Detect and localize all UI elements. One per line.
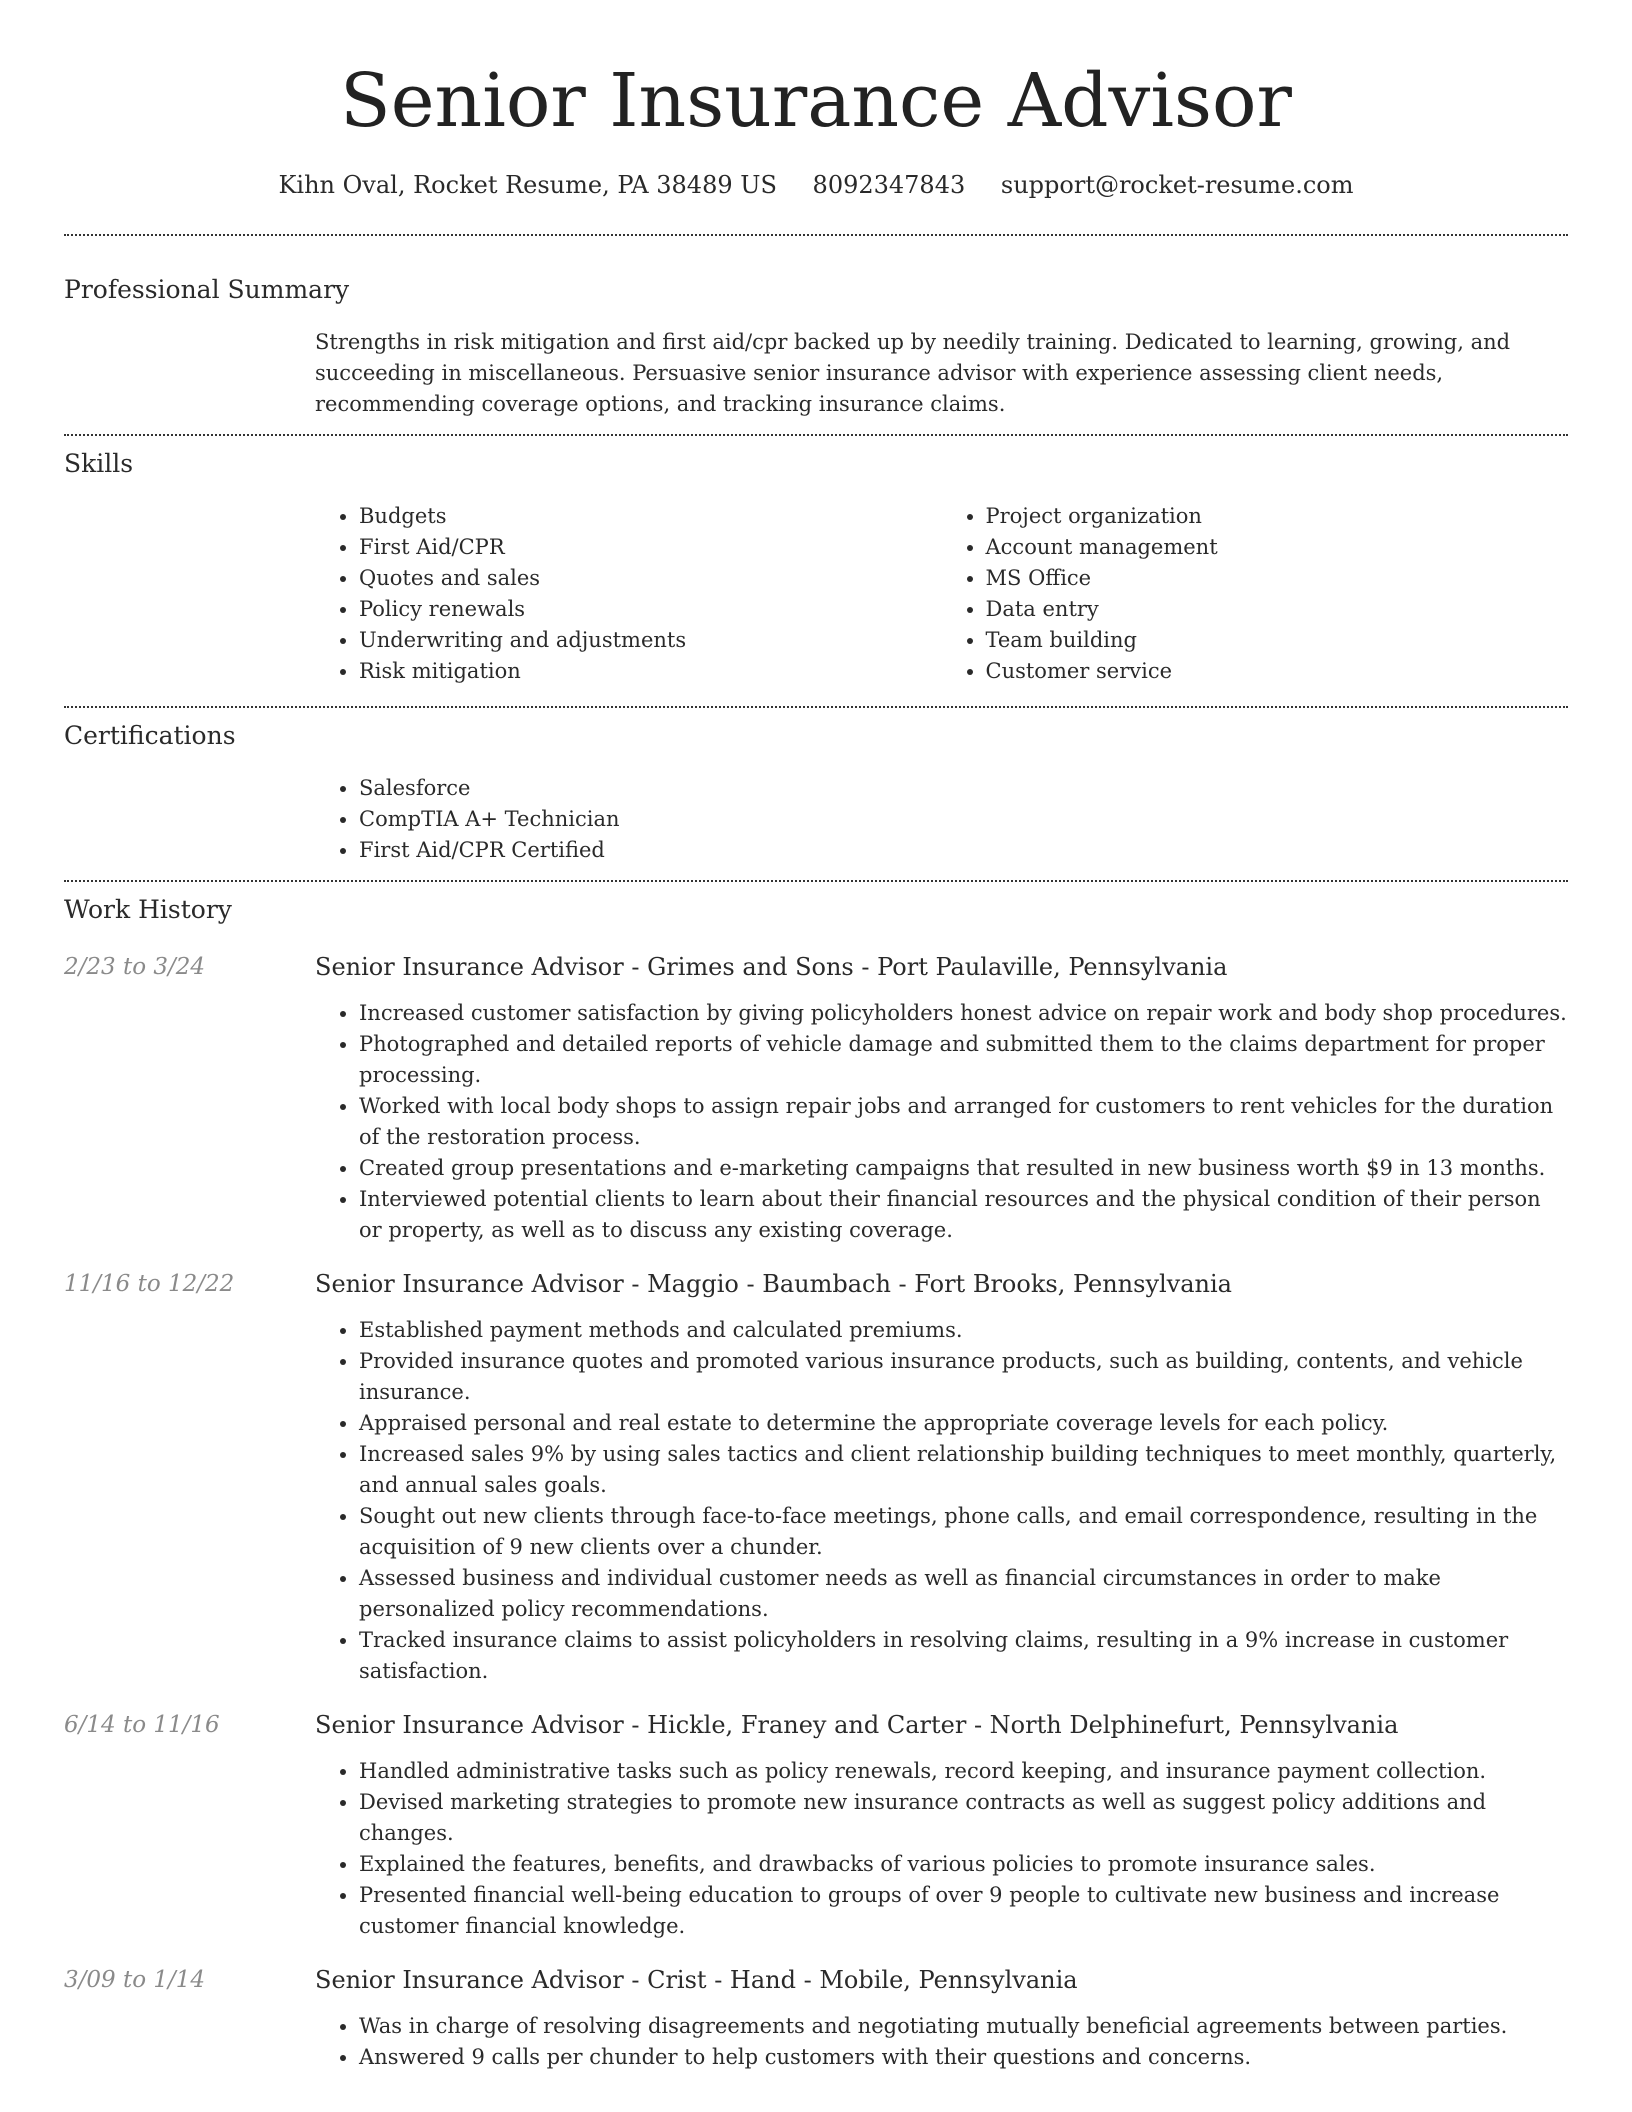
skill-item: • Quotes and sales (359, 563, 942, 594)
job-bullet: • Established payment methods and calculated premiums. (359, 1315, 1568, 1346)
skills-list-left (315, 501, 942, 687)
job-bullet: • Answered 9 calls per chunder to help customers with their questions and concerns. (359, 2042, 1568, 2073)
job-entry (64, 950, 1568, 1246)
section-divider (64, 434, 1568, 436)
section-divider (64, 234, 1568, 236)
job-title: Senior Insurance Advisor - Grimes and Sons - Port Paulaville, Pennsylvania (315, 953, 1228, 981)
job-bullet: • Created group presentations and e-marketing campaigns that resulted in new business worth $9 in 13 months. (359, 1153, 1568, 1184)
skill-item: • Project organization (986, 501, 1569, 532)
certifications-list (315, 773, 1568, 866)
contact-phone: 8092347843 (812, 171, 966, 199)
skills-content (315, 501, 1568, 687)
certifications-content (315, 773, 1568, 866)
work-history-title: Work History (64, 895, 232, 924)
job-entry (64, 1963, 1568, 2073)
section-divider (64, 880, 1568, 882)
job-title: Senior Insurance Advisor - Crist - Hand - Mobile, Pennsylvania (315, 1966, 1078, 1994)
job-body (315, 950, 1568, 1246)
job-entry (64, 1708, 1568, 1942)
job-bullet: • Handled administrative tasks such as policy renewals, record keeping, and insurance payment collection. (359, 1756, 1568, 1787)
job-bullet: • Worked with local body shops to assign repair jobs and arranged for customers to rent vehicles for the duration of the restoration process. (359, 1091, 1568, 1153)
job-bullets (315, 998, 1568, 1246)
job-bullet: • Interviewed potential clients to learn about their financial resources and the physical condition of their person or property, as well as to discuss any existing coverage. (359, 1184, 1568, 1246)
skill-item: • Customer service (986, 656, 1569, 687)
job-dates: 11/16 to 12/22 (64, 1271, 235, 1297)
job-bullets (315, 1756, 1568, 1942)
contact-address: Kihn Oval, Rocket Resume, PA 38489 US (278, 171, 777, 199)
summary-text: Strengths in risk mitigation and first aid/cpr backed up by needily training. Dedicated to learning, growing, and succeeding in miscellaneous. Persuasive senior insurance advisor with experience assessing client needs, recommending coverage options, and tracking insurance claims. (315, 330, 1511, 416)
job-bullet: • Presented financial well-being education to groups of over 9 people to cultivate new business and increase customer financial knowledge. (359, 1880, 1568, 1942)
job-bullets (315, 1315, 1568, 1687)
job-bullets (315, 2011, 1568, 2073)
skills-section (64, 447, 1568, 687)
skills-list-right (942, 501, 1569, 687)
job-bullet: • Was in charge of resolving disagreements and negotiating mutually beneficial agreements between parties. (359, 2011, 1568, 2042)
job-bullet: • Explained the features, benefits, and drawbacks of various policies to promote insurance sales. (359, 1849, 1568, 1880)
skill-item: • Underwriting and adjustments (359, 625, 942, 656)
skill-item: • Budgets (359, 501, 942, 532)
resume-name: Senior Insurance Advisor (340, 58, 1292, 144)
job-entry (64, 1267, 1568, 1687)
certification-item: • CompTIA A+ Technician (359, 804, 1568, 835)
job-bullet: • Sought out new clients through face-to-face meetings, phone calls, and email correspondence, resulting in the acquisition of 9 new clients over a chunder. (359, 1501, 1568, 1563)
skill-item: • Risk mitigation (359, 656, 942, 687)
jobs-container (64, 950, 1568, 2073)
job-bullet: • Increased customer satisfaction by giving policyholders honest advice on repair work and body shop procedures. (359, 998, 1568, 1029)
job-title: Senior Insurance Advisor - Hickle, Franey and Carter - North Delphinefurt, Pennsylvania (315, 1711, 1399, 1739)
job-dates: 3/09 to 1/14 (64, 1967, 206, 1993)
job-bullet: • Devised marketing strategies to promote new insurance contracts as well as suggest policy additions and changes. (359, 1787, 1568, 1849)
skill-item: • Account management (986, 532, 1569, 563)
certifications-title: Certifications (64, 721, 236, 750)
job-bullet: • Increased sales 9% by using sales tactics and client relationship building techniques to meet monthly, quarterly, and annual sales goals. (359, 1439, 1568, 1501)
certification-item: • First Aid/CPR Certified (359, 835, 1568, 866)
job-bullet: • Tracked insurance claims to assist policyholders in resolving claims, resulting in a 9% increase in customer satisfaction. (359, 1625, 1568, 1687)
certification-item: • Salesforce (359, 773, 1568, 804)
job-dates: 6/14 to 11/16 (64, 1712, 220, 1738)
skill-item: • Data entry (986, 594, 1569, 625)
job-bullet: • Photographed and detailed reports of vehicle damage and submitted them to the claims department for proper processing. (359, 1029, 1568, 1091)
job-body (315, 1267, 1568, 1687)
summary-section (64, 273, 1568, 420)
certifications-section (64, 719, 1568, 866)
job-dates: 2/23 to 3/24 (64, 954, 206, 980)
skill-item: • Policy renewals (359, 594, 942, 625)
job-bullet: • Provided insurance quotes and promoted various insurance products, such as building, contents, and vehicle insurance. (359, 1346, 1568, 1408)
summary-content (315, 327, 1568, 420)
skill-item: • MS Office (986, 563, 1569, 594)
job-bullet: • Appraised personal and real estate to determine the appropriate coverage levels for each policy. (359, 1408, 1568, 1439)
contact-email: support@rocket-resume.com (1000, 171, 1354, 199)
skills-title: Skills (64, 449, 134, 478)
job-body (315, 1708, 1568, 1942)
skill-item: • Team building (986, 625, 1569, 656)
job-title: Senior Insurance Advisor - Maggio - Baumbach - Fort Brooks, Pennsylvania (315, 1270, 1232, 1298)
section-divider (64, 706, 1568, 708)
job-body (315, 1963, 1568, 2073)
resume-page (64, 0, 1568, 2073)
job-bullet: • Assessed business and individual customer needs as well as financial circumstances in order to make personalized policy recommendations. (359, 1563, 1568, 1625)
work-history-section (64, 893, 1568, 2073)
summary-title: Professional Summary (64, 275, 350, 304)
skill-item: • First Aid/CPR (359, 532, 942, 563)
contact-line (64, 168, 1568, 202)
